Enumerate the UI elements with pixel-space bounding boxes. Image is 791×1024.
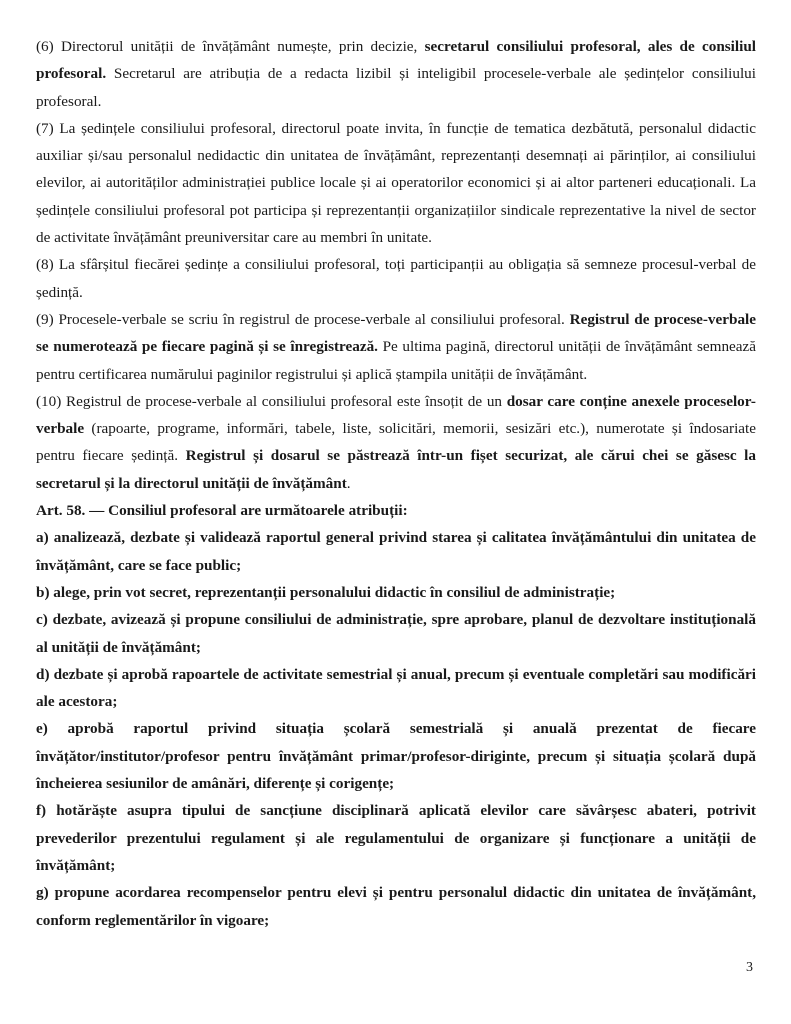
document-page bbox=[36, 33, 756, 934]
attribution-d: d) dezbate și aprobă rapoartele de activitate semestrial și anual, precum și eventuale completări sau modificări ale acestora; bbox=[36, 665, 756, 711]
paragraph-7 bbox=[36, 115, 756, 251]
text-segment: Secretarul are atribuția de a redacta lizibil și inteligibil procesele-verbale ale ședințelor consiliului profesoral. bbox=[36, 65, 756, 110]
text-segment: (6) Directorul unității de învățământ numește, prin decizie, bbox=[36, 38, 425, 55]
attribution-g: g) propune acordarea recompenselor pentru elevi și pentru personalul didactic din unitatea de învățământ, conform reglementărilor în vigoare; bbox=[36, 884, 756, 929]
bold-segment: Registrul și dosarul se păstrează într-un fișet securizat, ale cărui chei se găsesc la secretarul și la directorul unității de învățământ bbox=[36, 447, 756, 492]
paragraph-10 bbox=[36, 388, 756, 497]
text-segment: . bbox=[346, 474, 351, 492]
text-segment: (7) La ședințele consiliului profesoral, directorul poate invita, în funcție de tematica dezbătută, personalul didactic auxiliar și/sau personalul nedidactic din unitatea de învățământ, reprezentanți desemnați ai părinților, ai consiliului elevilor, ai autorităților administrației publice locale și ai operatorilor economici și ai altor parteneri educaționali. La ședințele consiliului profesoral pot participa și reprezentanții organizațiilor sindicale reprezentative la nivel de sector de activitate învățământ preuniversitar care au membri în unitate. bbox=[36, 119, 756, 247]
attribution-e: e) aprobă raportul privind situația școlară semestrială și anuală prezentat de fiecare învățător/institutor/profesor pentru învățământ primar/profesor-diriginte, precum și situația școlară după încheierea sesiunilor de amânări, diferențe și corigențe; bbox=[36, 720, 756, 793]
paragraph-8 bbox=[36, 251, 756, 306]
text-segment: (8) La sfârșitul fiecărei ședințe a consiliului profesoral, toți participanții au obligația să semneze procesul-verbal de ședință. bbox=[36, 256, 756, 301]
attribution-a: a) analizează, dezbate și validează raportul general privind starea și calitatea învățământului din unitatea de învățământ, care se face public; bbox=[36, 529, 756, 574]
page-number: 3 bbox=[746, 960, 753, 975]
text-segment: Pe ultima pagină, directorul unității de învățământ semnează pentru certificarea numărului paginilor registrului și aplică ștampila unității de învățământ. bbox=[36, 338, 757, 383]
bold-segment: secretarul consiliului profesoral, ales de consiliul profesoral. bbox=[36, 38, 757, 83]
attribution-b: b) alege, prin vot secret, reprezentanții personalului didactic în consiliul de administrație; bbox=[36, 583, 616, 601]
bold-segment: dosar care conține anexele proceselor-verbale bbox=[36, 392, 756, 438]
paragraph-6 bbox=[36, 33, 756, 115]
bold-segment: Registrul de procese-verbale se numerotează pe fiecare pagină și se înregistrează. bbox=[36, 310, 757, 356]
attribution-c: c) dezbate, avizează și propune consiliului de administrație, spre aprobare, planul de dezvoltare instituțională al unității de învățământ; bbox=[36, 611, 756, 656]
attribution-f: f) hotărăște asupra tipului de sancțiune disciplinară aplicată elevilor care săvârșesc abateri, potrivit prevederilor prezentului regulament și ale regulamentului de organizare și funcționare a unității de învățământ; bbox=[36, 802, 756, 874]
paragraph-9 bbox=[36, 306, 756, 388]
text-segment: (9) Procesele-verbale se scriu în registrul de procese-verbale al consiliului profesoral. bbox=[36, 310, 570, 328]
text-segment: (10) Registrul de procese-verbale al consiliului profesoral este însoțit de un bbox=[36, 392, 507, 410]
text-segment: (rapoarte, programe, informări, tabele, liste, solicitări, memorii, sesizări etc.), numerotate și îndosariate pentru fiecare ședință. bbox=[36, 420, 756, 465]
article-heading: Art. 58. — Consiliul profesoral are următoarele atribuții: bbox=[36, 502, 408, 520]
